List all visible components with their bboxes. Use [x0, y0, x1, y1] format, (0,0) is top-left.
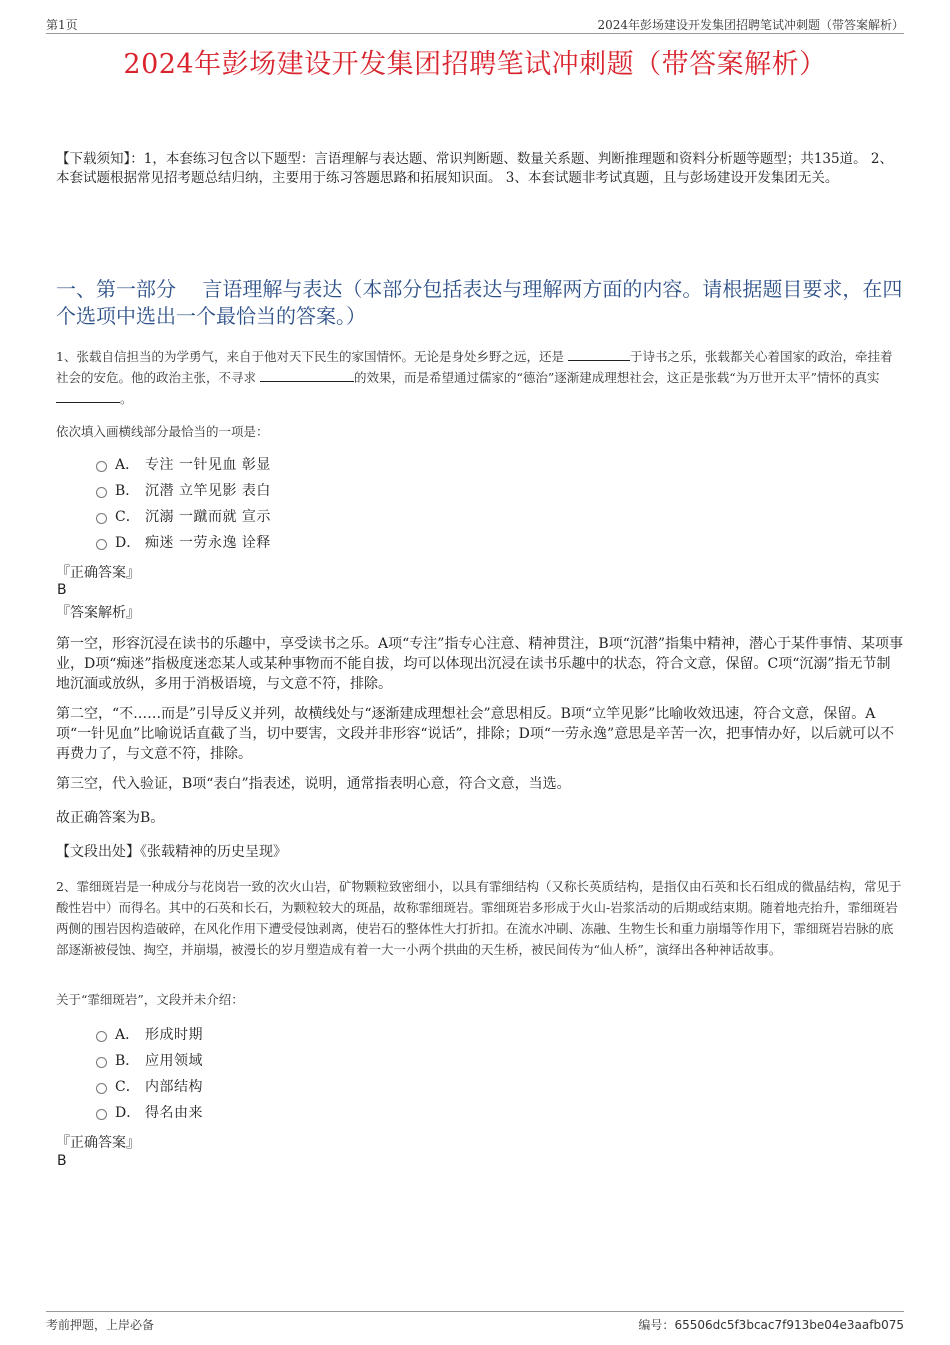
header-divider [46, 33, 904, 34]
question-1-stem: 1、张载自信担当的为学勇气，来自于他对天下民生的家国情怀。无论是身处乡野之远，还是 于诗书之乐，张载都关心着国家的政治，牵挂着社会的安危。他的政治主张，不寻求 的效果，而是希望通过儒家的“德治”逐渐建成理想社会，这正是张载“为万世开太平”情怀的真实 。 [56, 349, 893, 406]
question-2-option-c[interactable]: C． 内部结构 [96, 1076, 203, 1098]
download-notice: 【下载须知】：1，本套练习包含以下题型：言语理解与表达题、常识判断题、数量关系题、判断推理题和资料分析题等题型；共135道。 2、本套试题根据常见招考题总结归纳，主要用于练习答题思路和拓展知识面。 3、本套试题非考试真题，且与彭场建设开发集团无关。 [56, 151, 893, 186]
footer-code: 编号：65506dc5f3bcac7f913be04e3aafb075 [638, 1318, 904, 1332]
page-number: 第1页 [46, 18, 78, 32]
question-2-option-b[interactable]: B． 应用领域 [96, 1050, 203, 1072]
question-2-prompt: 关于“霏细斑岩”，文段并未介绍： [56, 992, 244, 1007]
radio-icon[interactable] [96, 513, 107, 524]
question-2-option-d[interactable]: D． 得名由来 [96, 1102, 203, 1124]
answer-blank [568, 348, 630, 361]
question-1-option-c[interactable]: C． 沉溺 一蹴而就 宣示 [96, 506, 271, 528]
footer-divider [46, 1311, 904, 1312]
question-1-option-a[interactable]: A． 专注 一针见血 彰显 [96, 454, 271, 476]
question-1-answer-label: 『正确答案』 [56, 565, 140, 581]
question-2-answer: B [57, 1153, 67, 1169]
analysis-paragraph-2: 第二空，“不……而是”引导反义并列，故横线处与“逐渐建成理想社会”意思相反。B项“立竿见影”比喻收效迅速，符合文意，保留。A项“一针见血”比喻说话直截了当，切中要害，文段并非形容“说话”，排除；D项“一劳永逸”意思是辛苦一次，把事情办好，以后就可以不再费力了，与文意不符，排除。 [56, 706, 895, 762]
question-1-answer: B [57, 582, 67, 598]
radio-icon[interactable] [96, 487, 107, 498]
radio-icon[interactable] [96, 461, 107, 472]
radio-icon[interactable] [96, 1031, 107, 1042]
answer-blank [260, 369, 354, 382]
question-1-analysis-label: 『答案解析』 [56, 605, 140, 621]
question-1-source: 【文段出处】《张载精神的历史呈现》 [56, 844, 287, 860]
radio-icon[interactable] [96, 1057, 107, 1068]
radio-icon[interactable] [96, 1109, 107, 1120]
analysis-paragraph-1: 第一空，形容沉浸在读书的乐趣中，享受读书之乐。A项“专注”指专心注意、精神贯注，B项“沉潜”指集中精神，潜心于某件事情、某项事业，D项“痴迷”指极度迷恋某人或某种事物而不能自拔，均可以体现出沉浸在读书乐趣中的状态，符合文意，保留。C项“沉溺”指无节制地沉湎或放纵，多用于消极语境，与文意不符，排除。 [56, 636, 904, 692]
running-header-title: 2024年彭场建设开发集团招聘笔试冲刺题（带答案解析） [597, 18, 904, 32]
radio-icon[interactable] [96, 539, 107, 550]
question-2-answer-label: 『正确答案』 [56, 1135, 140, 1151]
question-1-prompt: 依次填入画横线部分最恰当的一项是： [56, 424, 269, 439]
analysis-conclusion: 故正确答案为B。 [56, 810, 165, 826]
question-1-option-d[interactable]: D． 痴迷 一劳永逸 诠释 [96, 532, 271, 554]
answer-blank [56, 390, 120, 403]
radio-icon[interactable] [96, 1083, 107, 1094]
page-title: 2024年彭场建设开发集团招聘笔试冲刺题（带答案解析） [123, 49, 827, 80]
question-2-option-a[interactable]: A． 形成时期 [96, 1024, 203, 1046]
question-2-stem: 2、霏细斑岩是一种成分与花岗岩一致的次火山岩，矿物颗粒致密细小，以具有霏细结构（又称长英质结构，是指仅由石英和长石组成的微晶结构，常见于酸性岩中）而得名。其中的石英和长石，为颗粒较大的斑晶，故称霏细斑岩。霏细斑岩多形成于火山-岩浆活动的后期或结束期。随着地壳抬升，霏细斑岩两侧的围岩因构造破碎，在风化作用下遭受侵蚀剥离，使岩石的整体性大打折扣。在流水冲刷、冻融、生物生长和重力崩塌等作用下，霏细斑岩岩脉的底部逐渐被侵蚀、掏空，并崩塌，被漫长的岁月塑造成有着一大一小两个拱曲的天生桥，被民间传为“仙人桥”，演绎出各种神话故事。 [56, 879, 902, 957]
section-heading: 一、第一部分 言语理解与表达（本部分包括表达与理解两方面的内容。请根据题目要求，在四个选项中选出一个最恰当的答案。） [56, 277, 903, 328]
question-1-option-b[interactable]: B． 沉潜 立竿见影 表白 [96, 480, 271, 502]
analysis-paragraph-3: 第三空，代入验证，B项“表白”指表述，说明，通常指表明心意，符合文意，当选。 [56, 776, 571, 792]
footer-slogan: 考前押题，上岸必备 [46, 1318, 155, 1332]
